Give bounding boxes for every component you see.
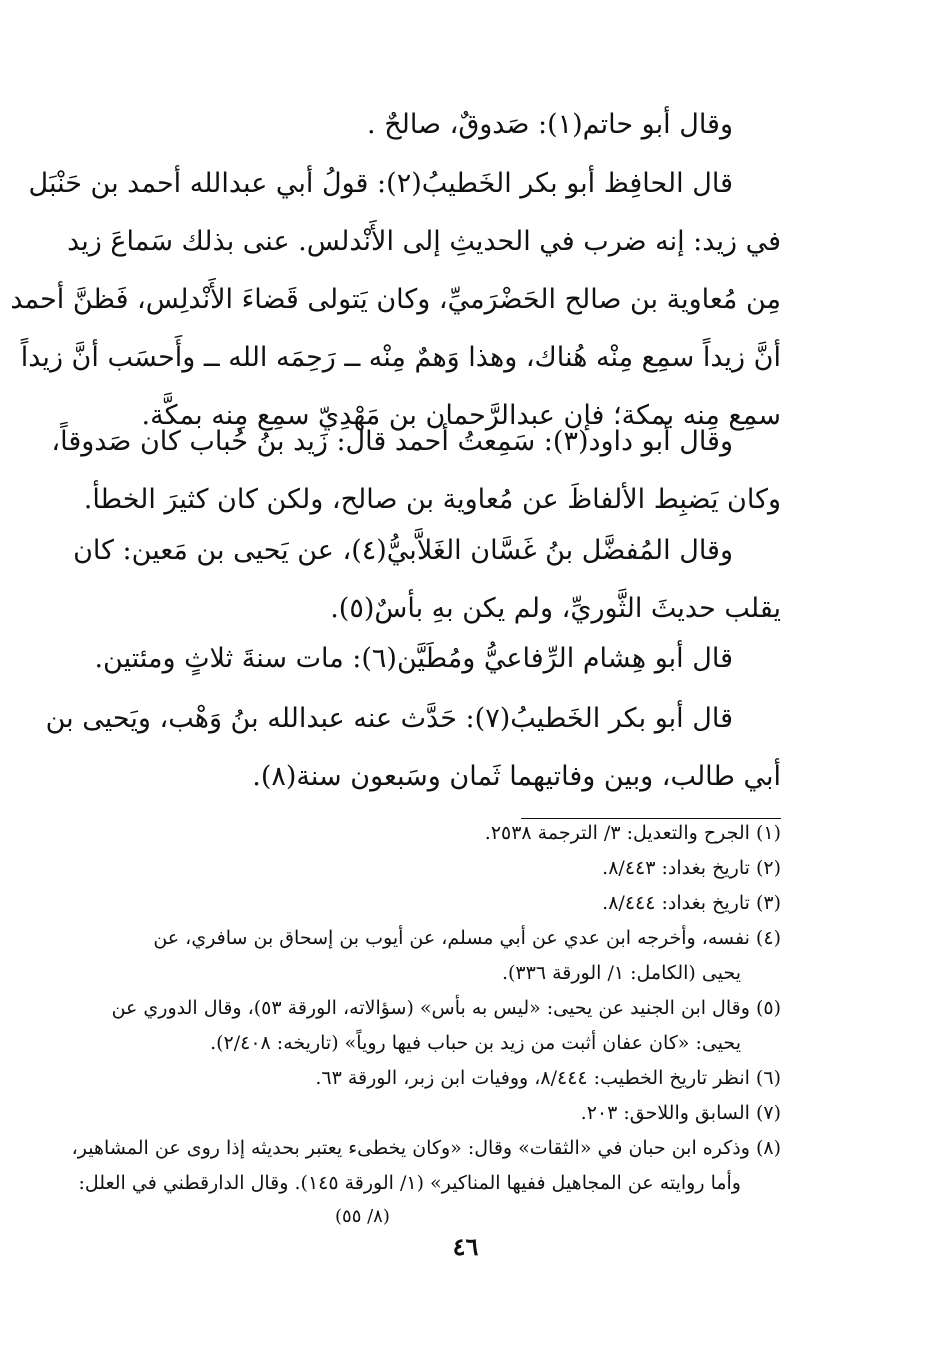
text-line: وقال أبو حاتم(١): صَدوقٌ، صالحٌ .	[367, 109, 733, 140]
footnote-3: (٣) تاريخ بغداد: ٨/٤٤٤.	[602, 892, 781, 914]
footnote-8: (٨) وذكره ابن حبان في «الثقات» وقال: «وكان يخطىء يعتبر بحديثه إذا روى عن المشاهير،	[71, 1137, 781, 1159]
footnote-1: (١) الجرح والتعديل: ٣/ الترجمة ٢٥٣٨.	[484, 822, 781, 844]
footnotes	[71, 816, 781, 1201]
text-line: في زيد: إنه ضرب في الحديثِ إلى الأَنْدلس. عنى بذلك سَماعَ زيد	[67, 226, 781, 257]
paragraph-abu-hatim	[82, 96, 781, 154]
footnote-6: (٦) انظر تاريخ الخطيب: ٨/٤٤٤، ووفيات ابن زبر، الورقة ٦٣.	[315, 1067, 781, 1089]
text-line: قال الحافِظ أبو بكر الخَطيبُ(٢): قولُ أبي عبدالله أحمد بن حَنْبَل	[28, 168, 733, 199]
footnote-5-continued: يحيى: «كان عفان أثبت من زيد بن حباب فيها روياً» (تاريخه: ٢/٤٠٨).	[210, 1032, 741, 1054]
text-line: سمِع مِنه بمكة؛ فإن عبدالرَّحمان بن مَهْدِيّ سمِع مِنه بمكَّة.	[141, 400, 781, 431]
paragraph-rifai	[82, 630, 781, 688]
footnote-8-continued: وأما روايته عن المجاهيل ففيها المناكير» (١/ الورقة ١٤٥). وقال الدارقطني في العلل:	[78, 1172, 741, 1194]
paragraph-khatib	[10, 155, 781, 445]
text-line: وقال المُفضَّل بنُ غَسَّان الغَلاَّبيُّ(٤)، عن يَحيى بن مَعين: كان	[73, 535, 733, 566]
page-number: ٤٦	[452, 1232, 479, 1261]
text-line: قال أبو هِشام الرِّفاعيُّ ومُطَيَّن(٦): مات سنةَ ثلاثٍ ومئتين.	[94, 643, 733, 674]
text-line: يقلب حديثَ الثَّوريِّ، ولم يكن بهِ بأسٌ(٥).	[330, 593, 781, 624]
footnote-7: (٧) السابق واللاحق: ٢٠٣.	[580, 1102, 781, 1124]
footnote-5: (٥) وقال ابن الجنيد عن يحيى: «ليس به بأس» (سؤالاته، الورقة ٥٣)، وقال الدوري عن	[111, 997, 781, 1019]
text-line: وقال أبو داود(٣): سَمِعتُ أحمد قال: زَيد بنُ حُباب كان صَدوقاً،	[51, 426, 733, 457]
paragraph-khatib-death	[45, 690, 781, 806]
paragraph-abu-dawud	[51, 413, 781, 529]
text-line: أنَّ زيداً سمِع مِنْه هُناك، وهذا وَهمٌ مِنْه ــ رَحِمَه الله ــ وأَحسَب أنَّ زيداً	[20, 342, 781, 373]
text-line: مِن مُعاوية بن صالح الحَضْرَميِّ، وكان يَتولى قَضاءَ الأَنْدلِس، فَظنَّ أحمد	[10, 284, 781, 315]
text-line: وكان يَضبِط الألفاظَ عن مُعاوية بن صالح، ولكن كان كثيرَ الخطأ.	[83, 484, 781, 515]
text-line: قال أبو بكر الخَطيبُ(٧): حَدَّث عنه عبدالله بنُ وَهْب، ويَحيى بن	[45, 703, 733, 734]
footnote-2: (٢) تاريخ بغداد: ٨/٤٤٣.	[602, 857, 781, 879]
text-line: أبي طالب، وبين وفاتيهما ثَمان وسَبعون سنة(٨).	[252, 761, 781, 792]
footnote-4: (٤) نفسه، وأخرجه ابن عدي عن أبي مسلم، عن أيوب بن إسحاق بن سافري، عن	[153, 927, 781, 949]
paragraph-mufaddal	[73, 522, 781, 638]
footnote-4-continued: يحيى (الكامل: ١/ الورقة ٣٣٦).	[501, 962, 741, 984]
catchword: (٨/ ٥٥)	[335, 1206, 390, 1227]
